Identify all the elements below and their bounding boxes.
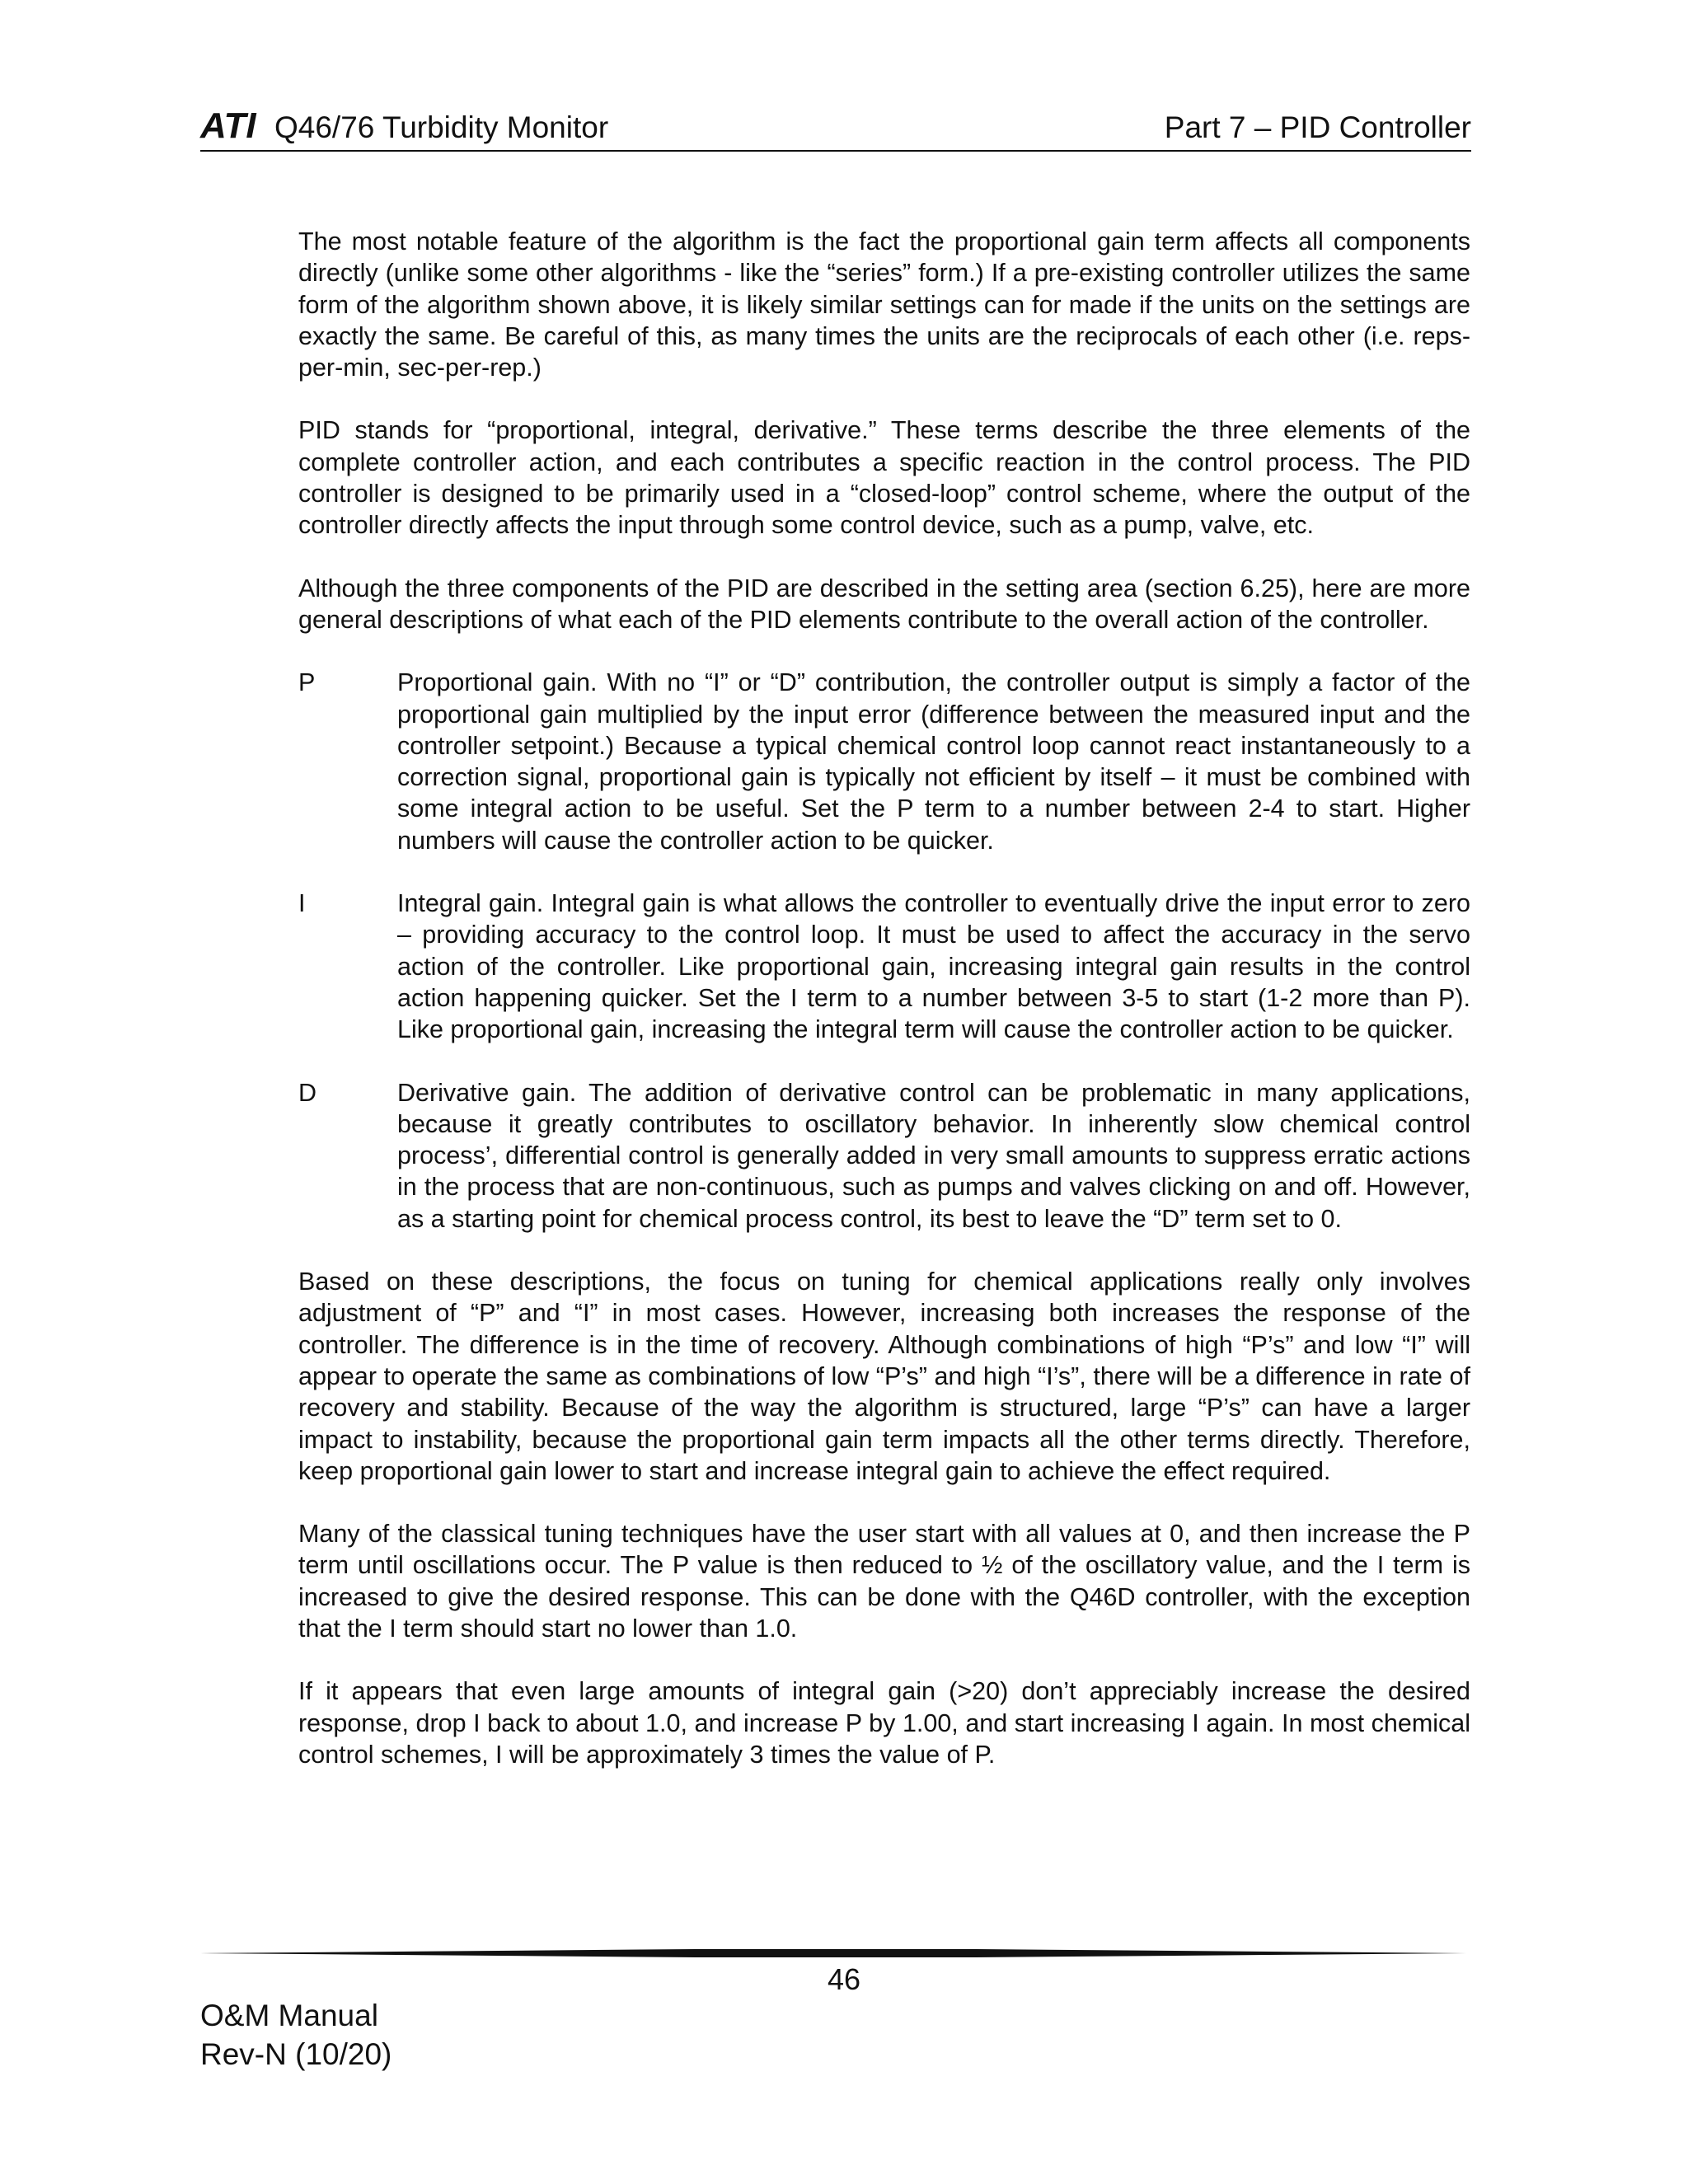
page-header <box>200 102 1471 152</box>
paragraph: If it appears that even large amounts of integral gain (>20) don’t appreciably increase the desired response, drop I back to about 1.0, and increase P by 1.00, and start increasing I again. In most chemical control schemes, I will be approximately 3 times the value of P. <box>298 1677 1470 1769</box>
term-description: Integral gain. Integral gain is what allows the controller to eventually drive the input error to zero – providing accuracy to the control loop. It must be used to affect the accuracy in the servo action of the controller. Like proportional gain, increasing integral gain results in the control action happening quicker. Set the I term to a number between 3-5 to start (1-2 more than P). Like proportional gain, increasing the integral term will cause the controller action to be quicker. <box>397 889 1470 1044</box>
term-label: P <box>298 668 316 697</box>
part-title: Part 7 – PID Controller <box>1164 110 1471 144</box>
paragraph: PID stands for “proportional, integral, derivative.” These terms describe the three elements of the complete controller action, and each contributes a specific reaction in the control process. The PID controller is designed to be primarily used in a “closed-loop” control scheme, where the output of the controller directly affects the input through some control device, such as a pump, valve, etc. <box>298 416 1470 540</box>
term-label: I <box>298 889 306 918</box>
page-number: 46 <box>827 1962 861 1996</box>
footer-manual-info <box>200 1996 392 2074</box>
footer-divider <box>200 1948 1471 1958</box>
paragraph: The most notable feature of the algorithm is the fact the proportional gain term affects all components directly (unlike some other algorithms - like the “series” form.) If a pre-existing controller utilizes the same form of the algorithm shown above, it is likely similar settings can for made if the units on the settings are exactly the same. Be careful of this, as many times the units are the reciprocals of each other (i.e. reps-per-min, sec-per-rep.) <box>298 227 1470 382</box>
term-definition-d <box>298 1077 1470 1235</box>
revision-label: Rev-N (10/20) <box>200 2037 392 2071</box>
term-description: Derivative gain. The addition of derivative control can be problematic in many applications, because it greatly contributes to oscillatory behavior. In inherently slow chemical control process’, differential control is generally added in very small amounts to suppress erratic actions in the process that are non-continuous, such as pumps and valves clicking on and off. However, as a starting point for chemical process control, its best to leave the “D” term set to 0. <box>397 1078 1470 1233</box>
paragraph: Based on these descriptions, the focus on tuning for chemical applications really only involves adjustment of “P” and “I” in most cases. However, increasing both increases the response of the controller. The difference is in the time of recovery. Although combinations of high “P’s” and low “I” will appear to operate the same as combinations of low “P’s” and high “I’s”, there will be a difference in rate of recovery and stability. Because of the way the algorithm is structured, large “P’s” can have a larger impact to instability, because the proportional gain term impacts all the other terms directly. Therefore, keep proportional gain lower to start and increase integral gain to achieve the effect required. <box>298 1268 1470 1485</box>
term-label: D <box>298 1078 317 1107</box>
document-title: Q46/76 Turbidity Monitor <box>274 110 609 144</box>
paragraph: Although the three components of the PID are described in the setting area (section 6.25), here are more general descriptions of what each of the PID elements contribute to the overall action of the controller. <box>298 574 1470 634</box>
term-definition-i <box>298 888 1470 1045</box>
term-definition-p <box>298 667 1470 856</box>
brand-logo-text: ATI <box>200 105 256 146</box>
term-description: Proportional gain. With no “I” or “D” contribution, the controller output is simply a factor of the proportional gain multiplied by the input error (difference between the measured input and the controller setpoint.) Because a typical chemical control loop cannot react instantaneously to a correction signal, proportional gain is typically not efficient by itself – it must be combined with some integral action to be useful. Set the P term to a number between 2-4 to start. Higher numbers will cause the controller action to be quicker. <box>397 668 1470 855</box>
paragraph: Many of the classical tuning techniques have the user start with all values at 0, and then increase the P term until oscillations occur. The P value is then reduced to ½ of the oscillatory value, and the I term is increased to give the desired response. This can be done with the Q46D controller, with the exception that the I term should start no lower than 1.0. <box>298 1520 1470 1643</box>
manual-name: O&M Manual <box>200 1999 378 2032</box>
page-body <box>298 226 1470 1802</box>
